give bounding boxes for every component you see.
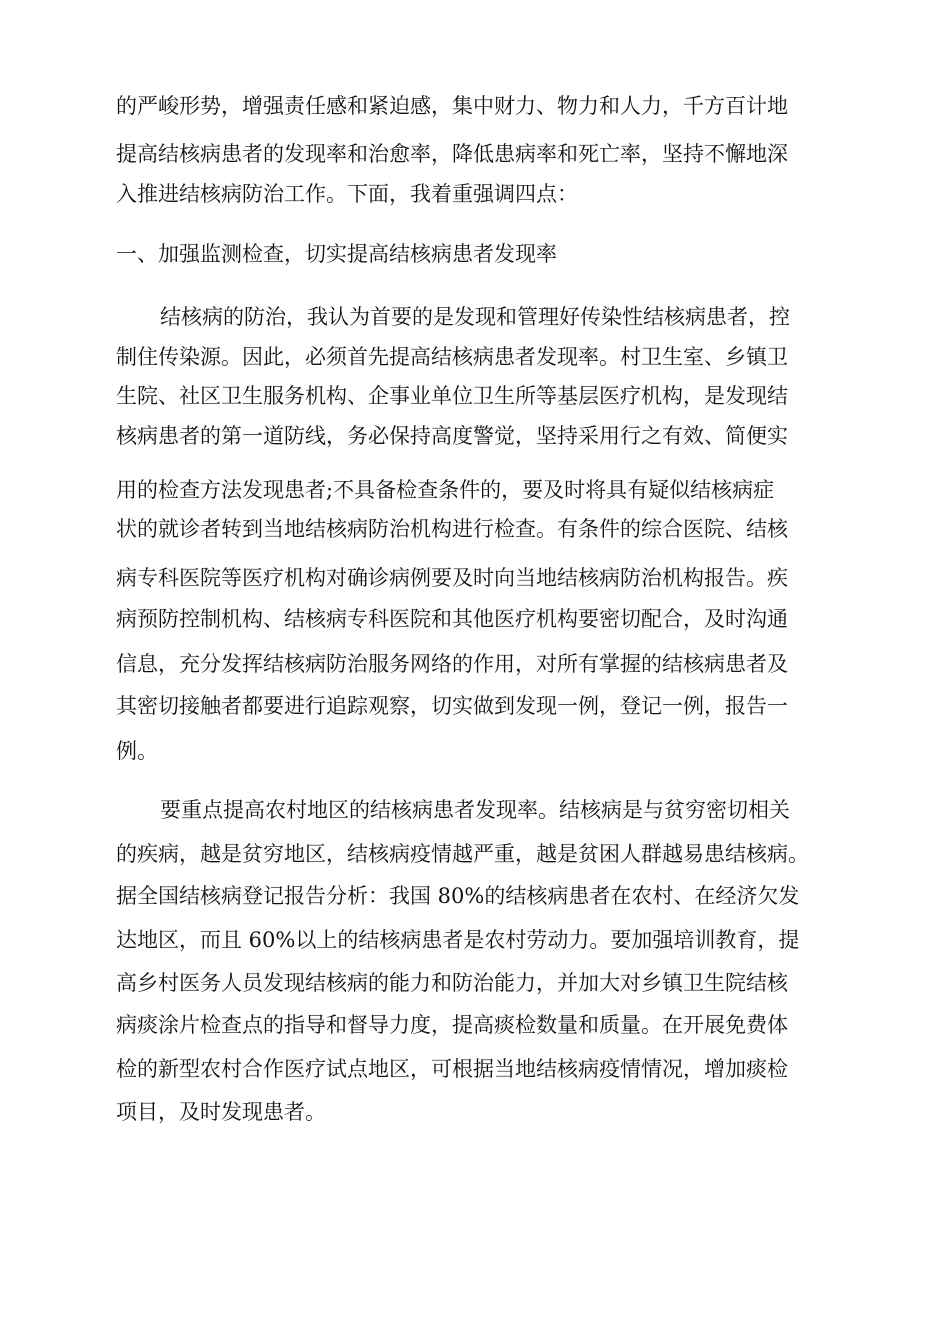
paragraph2-line-4: 达地区，而且 60%以上的结核病患者是农村劳动力。要加强培训教育，提 [116,928,800,952]
paragraph2-line-3: 据全国结核病登记报告分析：我国 80%的结核病患者在农村、在经济欠发 [116,884,800,908]
paragraph2-line-8: 项目，及时发现患者。 [116,1100,326,1124]
paragraph1-line-10: 其密切接触者都要进行追踪观察，切实做到发现一例，登记一例，报告一 [116,694,788,718]
paragraph1-line-3: 生院、社区卫生服务机构、企事业单位卫生所等基层医疗机构，是发现结 [116,384,788,408]
paragraph1-line-6: 状的就诊者转到当地结核病防治机构进行检查。有条件的综合医院、结核 [116,517,788,541]
paragraph2-line-7: 检的新型农村合作医疗试点地区，可根据当地结核病疫情情况，增加痰检 [116,1057,788,1081]
paragraph1-line-11: 例。 [116,739,158,763]
intro-line-3: 入推进结核病防治工作。下面，我着重强调四点： [116,182,578,206]
paragraph2-line-6: 病痰涂片检查点的指导和督导力度，提高痰检数量和质量。在开展免费体 [116,1013,788,1037]
paragraph1-line-4: 核病患者的第一道防线，务必保持高度警觉，坚持采用行之有效、简便实 [116,424,788,448]
intro-line-1: 的严峻形势，增强责任感和紧迫感，集中财力、物力和人力，千方百计地 [116,94,788,118]
paragraph1-line-9: 信息，充分发挥结核病防治服务网络的作用，对所有掌握的结核病患者及 [116,652,788,676]
section-heading: 一、加强监测检查，切实提高结核病患者发现率 [116,242,557,266]
paragraph1-line-1: 结核病的防治，我认为首要的是发现和管理好传染性结核病患者，控 [160,305,790,329]
paragraph1-line-8: 病预防控制机构、结核病专科医院和其他医疗机构要密切配合，及时沟通 [116,607,788,631]
paragraph2-line-5: 高乡村医务人员发现结核病的能力和防治能力，并加大对乡镇卫生院结核 [116,971,788,995]
paragraph1-line-2: 制住传染源。因此，必须首先提高结核病患者发现率。村卫生室、乡镇卫 [116,345,788,369]
intro-line-2: 提高结核病患者的发现率和治愈率，降低患病率和死亡率，坚持不懈地深 [116,142,788,166]
paragraph1-line-5: 用的检查方法发现患者;不具备检查条件的，要及时将具有疑似结核病症 [116,478,775,502]
paragraph2-line-1: 要重点提高农村地区的结核病患者发现率。结核病是与贫穷密切相关 [160,798,790,822]
paragraph1-line-7: 病专科医院等医疗机构对确诊病例要及时向当地结核病防治机构报告。疾 [116,566,788,590]
paragraph2-line-2: 的疾病，越是贫穷地区，结核病疫情越严重，越是贫困人群越易患结核病。 [116,842,809,866]
